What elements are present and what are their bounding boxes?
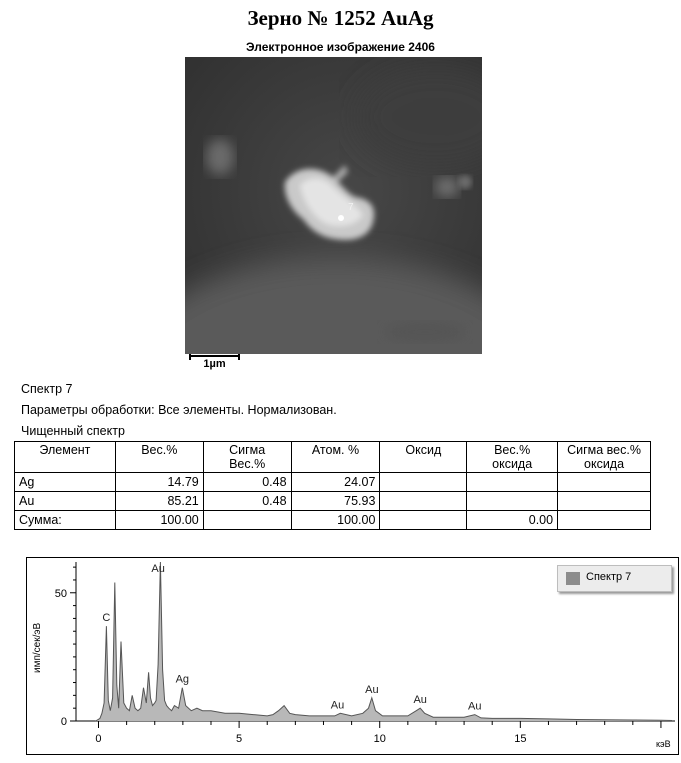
cell-atom: 100.00	[291, 511, 380, 530]
results-table	[14, 441, 651, 530]
header-oxide-sigma: Сигма вес.% оксида	[558, 442, 651, 473]
x-tick-label: 10	[373, 733, 386, 745]
header-sigma: Сигма Вес.%	[203, 442, 291, 473]
scale-label: 1µm	[203, 358, 226, 370]
cell-element: Сумма:	[15, 511, 116, 530]
peak-label: C	[102, 612, 111, 625]
electron-micrograph	[185, 57, 482, 354]
processing-params: Параметры обработки: Все элементы. Нормализован.	[21, 403, 337, 417]
x-axis-label: кэВ	[656, 739, 671, 749]
cell-sigma: 0.48	[203, 492, 291, 511]
header-oxide: Оксид	[380, 442, 467, 473]
peak-label: Ag	[175, 673, 190, 686]
peak-label: Au	[151, 563, 165, 575]
cell-wt: 85.21	[115, 492, 203, 511]
peak-label: Au	[365, 683, 379, 696]
micrograph-image	[185, 57, 482, 354]
cell-sigma	[203, 511, 291, 530]
cell-wt: 100.00	[115, 511, 203, 530]
table-row	[15, 492, 651, 511]
x-tick-label: 0	[95, 733, 102, 745]
cell-oxide-sigma	[558, 492, 651, 511]
header-atom: Атом. %	[291, 442, 380, 473]
point-label: 7	[348, 202, 354, 213]
x-tick-label: 5	[236, 733, 243, 745]
table-header-row	[15, 442, 651, 473]
cell-sigma: 0.48	[203, 473, 291, 492]
cell-oxide-sigma	[558, 511, 651, 530]
peak-label: Au	[330, 699, 345, 712]
cell-wt: 14.79	[115, 473, 203, 492]
y-axis-label: имп/сек/эВ	[32, 622, 43, 673]
cell-atom: 75.93	[291, 492, 380, 511]
cell-element: Ag	[15, 473, 116, 492]
table-row	[15, 473, 651, 492]
cell-oxide-wt	[467, 473, 558, 492]
cell-element: Au	[15, 492, 116, 511]
spectrum-label: Спектр 7	[21, 382, 73, 396]
cell-oxide-sigma	[558, 473, 651, 492]
legend-swatch	[566, 572, 580, 585]
cell-oxide-wt: 0.00	[467, 511, 558, 530]
cell-oxide	[380, 473, 467, 492]
cell-oxide-wt	[467, 492, 558, 511]
cell-atom: 24.07	[291, 473, 380, 492]
header-element: Элемент	[15, 442, 116, 473]
image-title: Электронное изображение 2406	[246, 40, 435, 54]
cell-oxide	[380, 492, 467, 511]
header-wt: Вес.%	[115, 442, 203, 473]
page-title: Зерно № 1252 AuAg	[247, 6, 434, 30]
cleaned-spectrum-label: Чищенный спектр	[21, 424, 125, 438]
header-oxide-wt: Вес.% оксида	[467, 442, 558, 473]
legend-label: Спектр 7	[586, 571, 632, 583]
y-tick-label: 50	[54, 587, 67, 600]
table-row	[15, 511, 651, 530]
chart-legend	[557, 565, 672, 592]
x-tick-label: 15	[514, 733, 527, 745]
y-tick-label: 0	[60, 716, 67, 728]
scale-bar	[189, 354, 240, 368]
cell-oxide	[380, 511, 467, 530]
peak-label: Au	[468, 700, 482, 713]
peak-label: Au	[413, 694, 427, 707]
